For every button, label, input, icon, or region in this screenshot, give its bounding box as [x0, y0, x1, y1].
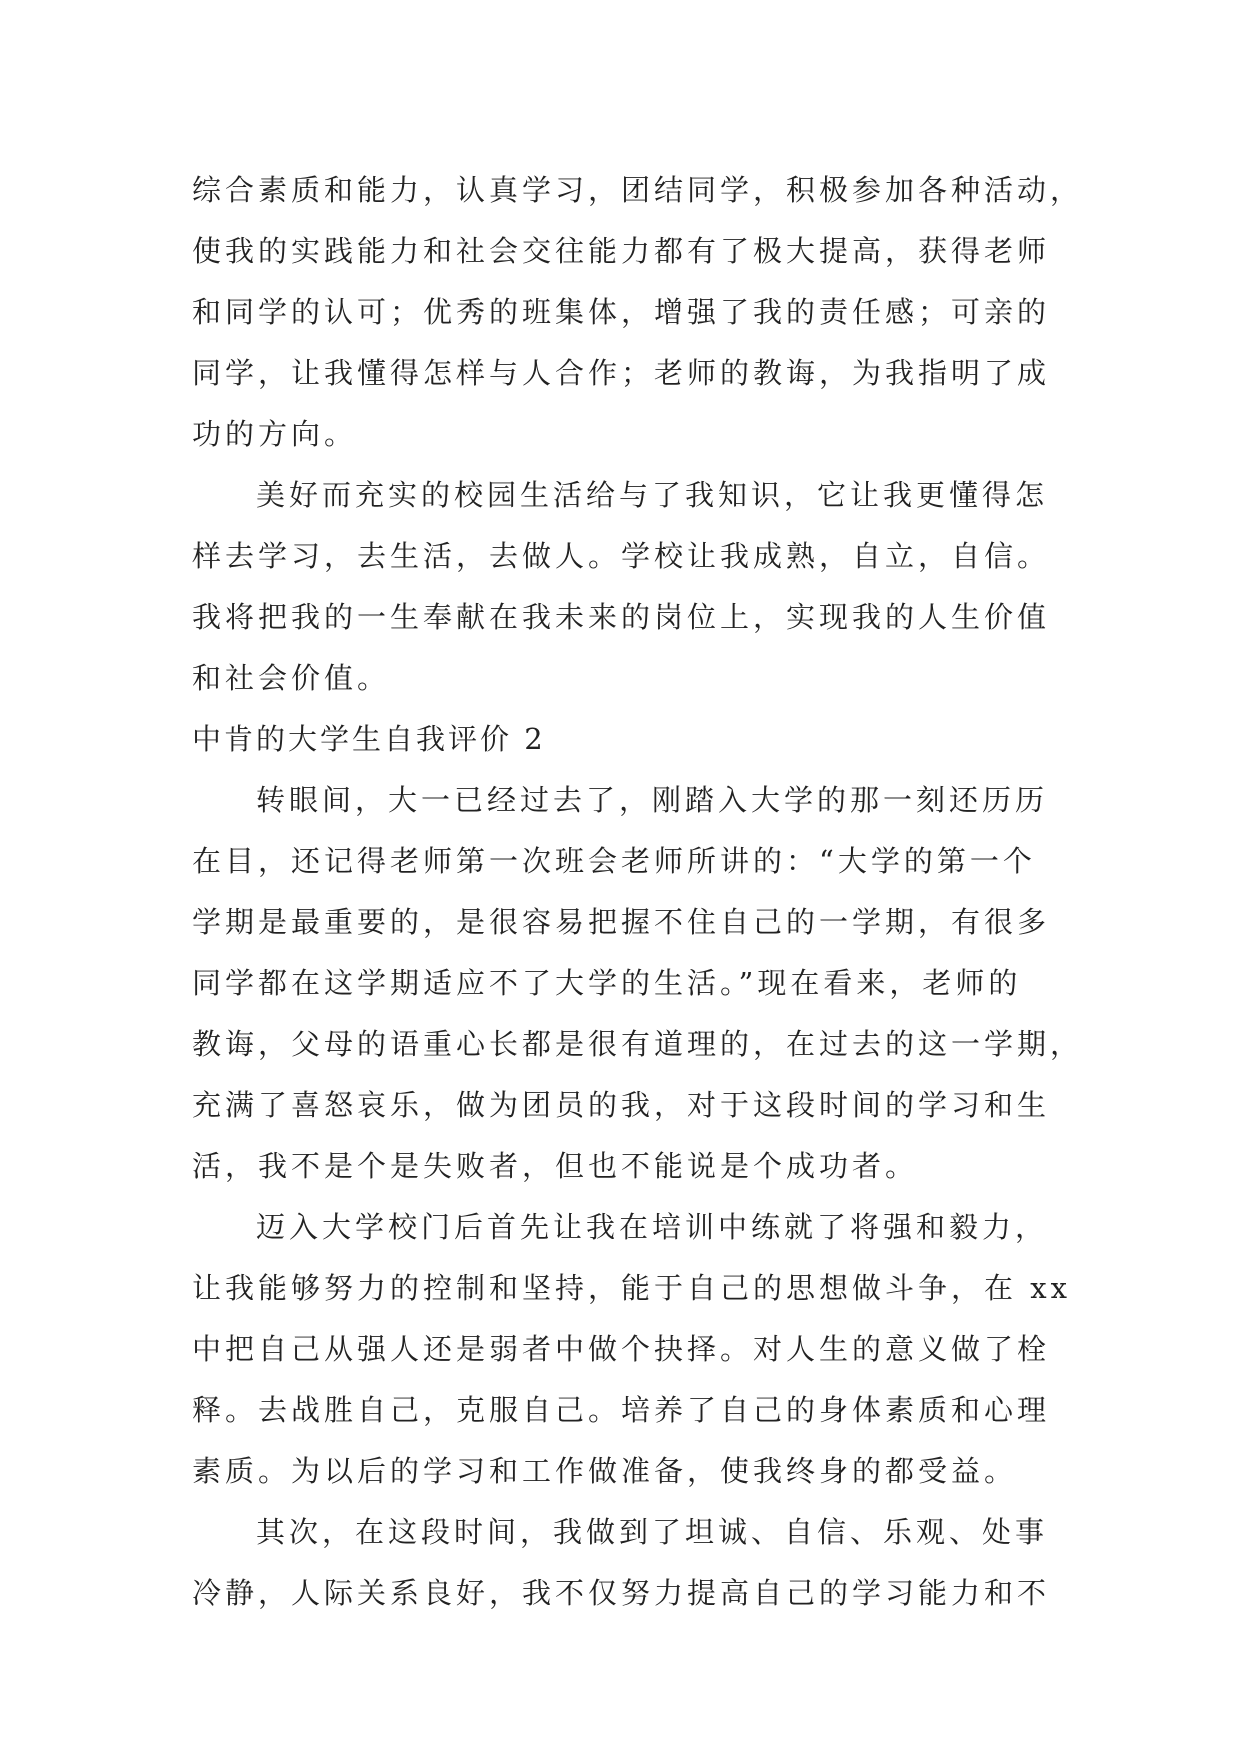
paragraph-2	[192, 465, 1062, 709]
paragraph-line: 功的方向。	[192, 417, 358, 451]
paragraph-line: 同学都在这学期适应不了大学的生活。”现在看来，老师的	[192, 966, 1022, 1000]
paragraph-3	[192, 770, 1084, 1197]
paragraph-line: 同学，让我懂得怎样与人合作；老师的教诲，为我指明了成	[192, 356, 1051, 390]
section-heading: 中肯的大学生自我评价 2	[192, 722, 546, 756]
paragraph-line: 转眼间，大一已经过去了，刚踏入大学的那一刻还历历	[256, 783, 1049, 817]
paragraph-line: 充满了喜怒哀乐，做为团员的我，对于这段时间的学习和生	[192, 1088, 1051, 1122]
paragraph-line: 学期是最重要的，是很容易把握不住自己的一学期，有很多	[192, 905, 1051, 939]
paragraph-line: 使我的实践能力和社会交往能力都有了极大提高，获得老师	[192, 234, 1051, 268]
paragraph-line: 其次，在这段时间，我做到了坦诚、自信、乐观、处事	[256, 1515, 1049, 1549]
document-body	[192, 160, 1084, 1624]
paragraph-1	[192, 160, 1084, 465]
paragraph-line: 中把自己从强人还是弱者中做个抉择。对人生的意义做了栓	[192, 1332, 1051, 1366]
paragraph-line: 让我能够努力的控制和坚持，能于自己的思想做斗争，在 xx	[192, 1271, 1071, 1305]
paragraph-line: 综合素质和能力，认真学习，团结同学，积极参加各种活动，	[192, 173, 1084, 207]
paragraph-line: 素质。为以后的学习和工作做准备，使我终身的都受益。	[192, 1454, 1018, 1488]
paragraph-line: 迈入大学校门后首先让我在培训中练就了将强和毅力，	[256, 1210, 1049, 1244]
paragraph-line: 和同学的认可；优秀的班集体，增强了我的责任感；可亲的	[192, 295, 1051, 329]
paragraph-line: 样去学习，去生活，去做人。学校让我成熟，自立，自信。	[192, 539, 1051, 573]
paragraph-line: 我将把我的一生奉献在我未来的岗位上，实现我的人生价值	[192, 600, 1051, 634]
paragraph-line: 和社会价值。	[192, 661, 391, 695]
paragraph-5	[192, 1502, 1062, 1624]
paragraph-line: 教诲，父母的语重心长都是很有道理的，在过去的这一学期，	[192, 1027, 1084, 1061]
paragraph-line: 活，我不是个是失败者，但也不能说是个成功者。	[192, 1149, 919, 1183]
paragraph-line: 释。去战胜自己，克服自己。培养了自己的身体素质和心理	[192, 1393, 1051, 1427]
paragraph-line: 冷静，人际关系良好，我不仅努力提高自己的学习能力和不	[192, 1576, 1051, 1610]
paragraph-line: 美好而充实的校园生活给与了我知识，它让我更懂得怎	[256, 478, 1049, 512]
paragraph-line: 在目，还记得老师第一次班会老师所讲的：“大学的第一个	[192, 844, 1036, 878]
paragraph-4	[192, 1197, 1071, 1502]
